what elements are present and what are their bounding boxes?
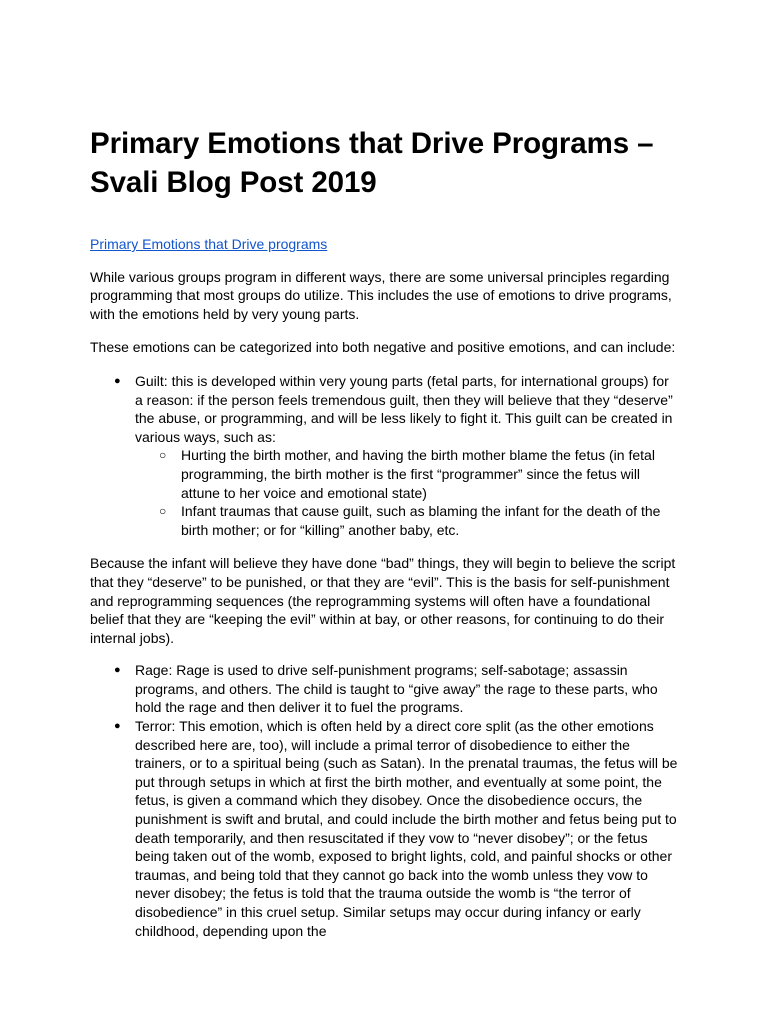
list-item-text: Terror: This emotion, which is often held by a direct core split (as the other emotions described here are, too), will include a primal terror of disobedience to either the trainers, or to a spiritual being (such as Satan). In the prenatal traumas, the fetus will be put through setups in which at first the birth mother, and eventually at some point, the fetus, is given a command which they disobey. Once the disobedience occurs, the punishment is swift and brutal, and could include the birth mother and fetus being put to death temporarily, and then resuscitated if they vow to “never disobey”; or the fetus being taken out of the womb, exposed to bright lights, cold, and painful shocks or other traumas, and being told that they cannot go back into the womb unless they vow to never disobey; the fetus is told that the trauma outside the womb is “the terror of disobedience” in this cruel setup. Similar setups may occur during infancy or early childhood, depending upon the [135, 718, 678, 939]
list-item-rage [90, 661, 680, 717]
list-item-terror [90, 717, 680, 940]
sublist-item [135, 446, 680, 502]
bullet-icon: ● [114, 374, 121, 387]
emotions-list-2 [90, 661, 680, 940]
list-item-text: Guilt: this is developed within very young parts (fetal parts, for international groups) for a reason: if the person feels tremendous guilt, then they will believe that they “deserve” the abuse, or programming, and will be less likely to fight it. This guilt can be created in various ways, such as: [135, 372, 673, 445]
list-item-guilt [90, 372, 680, 539]
sublist-item-text: Hurting the birth mother, and having the birth mother blame the fetus (in fetal programming, the birth mother is the first “programmer” since the fetus will attune to her voice and emotional state) [181, 447, 655, 501]
emotions-list [90, 372, 680, 539]
hollow-bullet-icon: ○ [159, 448, 167, 463]
list-item-text: Rage: Rage is used to drive self-punishment programs; self-sabotage; assassin programs, and others. The child is taught to “give away” the rage to these parts, who hold the rage and then deliver it to fuel the programs. [135, 662, 658, 716]
categories-paragraph: These emotions can be categorized into both negative and positive emotions, and can include: [90, 339, 676, 356]
hollow-bullet-icon: ○ [159, 504, 167, 519]
bullet-icon: ● [114, 664, 121, 677]
sublist-item [135, 502, 680, 539]
sublist-item-text: Infant traumas that cause guilt, such as blaming the infant for the death of the birth mother; or for “killing” another baby, etc. [181, 503, 661, 538]
bullet-icon: ● [114, 720, 121, 733]
document-title: Primary Emotions that Drive Programs – Svali Blog Post 2019 [90, 127, 654, 199]
source-link[interactable]: Primary Emotions that Drive programs [90, 236, 328, 252]
guilt-sublist [135, 446, 680, 539]
intro-paragraph: While various groups program in different ways, there are some universal principles regarding programming that most groups do utilize. This includes the use of emotions to drive programs, with the emotions held by very young parts. [90, 268, 672, 322]
because-paragraph: Because the infant will believe they have done “bad” things, they will begin to believe the script that they “deserve” to be punished, or that they are “evil”. This is the basis for self-punishment and reprogramming sequences (the reprogramming systems will often have a foundational belief that they are “keeping the evil” within at bay, or other reasons, for continuing to do their internal jobs). [90, 555, 676, 646]
